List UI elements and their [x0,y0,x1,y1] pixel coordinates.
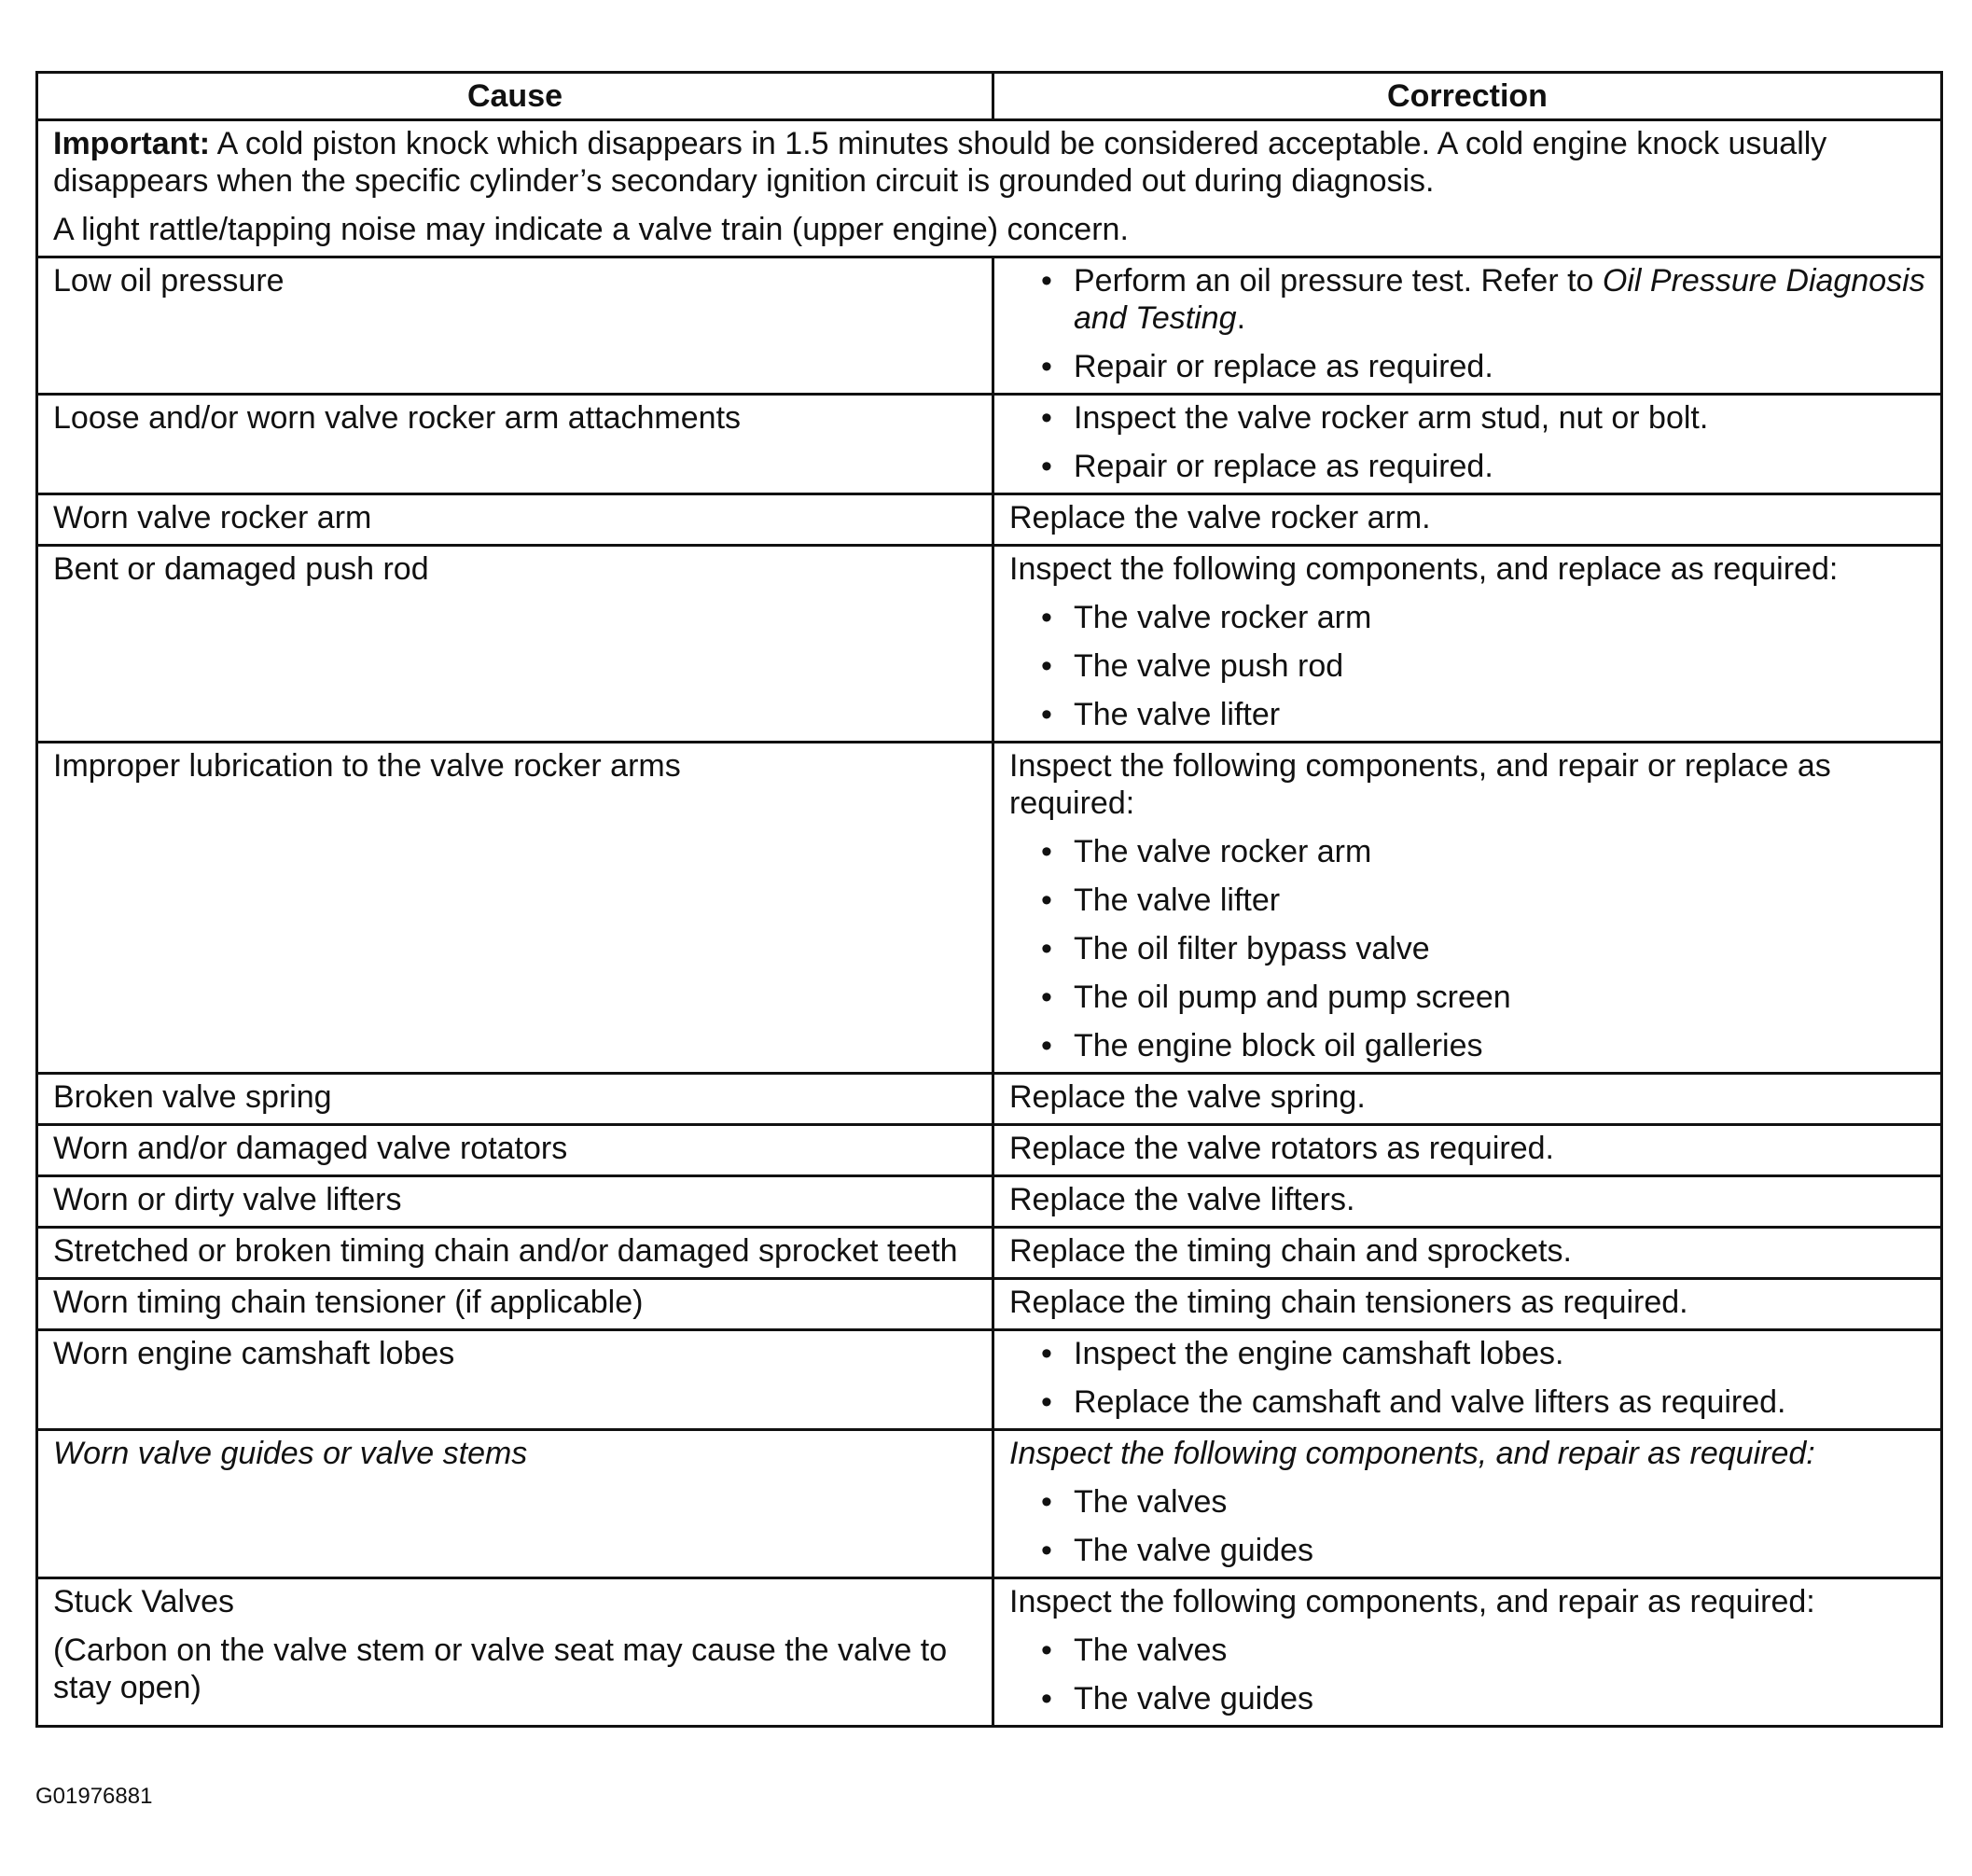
list-item [1009,262,1925,337]
list-item: • The oil filter bypass valve [1009,930,1925,967]
bullet-text: Perform an oil pressure test. Refer to [1074,263,1603,299]
correction-cell [993,1330,1942,1430]
table-row [37,494,1942,546]
table-row [37,395,1942,494]
correction-header: Correction [993,73,1942,120]
correction-cell: Replace the valve lifters. [993,1176,1942,1228]
cause-cell: Worn valve guides or valve stems [37,1430,993,1578]
correction-cell: Replace the valve spring. [993,1074,1942,1125]
correction-cell [993,395,1942,494]
list-item: • The valve guides [1009,1532,1925,1569]
table-row [37,1330,1942,1430]
correction-cell: Replace the valve rotators as required. [993,1125,1942,1176]
note-paragraph-1 [53,125,1925,200]
correction-cell [993,1578,1942,1727]
table-row [37,1430,1942,1578]
table-row [37,1578,1942,1727]
cause-note: (Carbon on the valve stem or valve seat may cause the valve to stay open) [53,1633,948,1705]
note-paragraph-2: A light rattle/tapping noise may indicate a valve train (upper engine) concern. [53,212,1129,247]
cause-cell: Worn engine camshaft lobes [37,1330,993,1430]
list-item: • Repair or replace as required. [1009,448,1925,485]
table-row [37,743,1942,1074]
list-item: • The oil pump and pump screen [1009,979,1925,1016]
table-row [37,1176,1942,1228]
cause-cell: Low oil pressure [37,257,993,395]
important-note-row [37,120,1942,257]
important-note [37,120,1942,257]
cause-cell: Worn or dirty valve lifters [37,1176,993,1228]
list-item: • The valve lifter [1009,882,1925,919]
cause-cell: Bent or damaged push rod [37,546,993,743]
table-row [37,1228,1942,1279]
table-row [37,257,1942,395]
important-text: A cold piston knock which disappears in 1.5 minutes should be considered acceptable. A cold engine knock usually disappears when the specific cylinder’s secondary ignition circuit is grounded out during diagnosis. [53,126,1827,199]
cause-cell: Worn timing chain tensioner (if applicable) [37,1279,993,1330]
correction-intro: Inspect the following components, and repair as required: [1009,1436,1815,1471]
correction-intro: Inspect the following components, and replace as required: [1009,551,1839,587]
table-row [37,1125,1942,1176]
list-item: • The valves [1009,1483,1925,1521]
cause-cell: Broken valve spring [37,1074,993,1125]
correction-list [1009,1335,1925,1421]
cause-cell: Worn valve rocker arm [37,494,993,546]
list-item: • The engine block oil galleries [1009,1027,1925,1064]
correction-list [1009,833,1925,1064]
correction-cell [993,257,1942,395]
table-row [37,1074,1942,1125]
correction-cell [993,1430,1942,1578]
reference-link-text: Oil Pressure Diagnosis and Testing [1074,263,1925,336]
list-item: • The valves [1009,1632,1925,1669]
cause-cell [37,1578,993,1727]
bullet-text-end: . [1236,300,1246,336]
correction-cell [993,743,1942,1074]
cause-header: Cause [37,73,993,120]
cause-cell: Worn and/or damaged valve rotators [37,1125,993,1176]
list-item: • Replace the camshaft and valve lifters as required. [1009,1383,1925,1421]
figure-id: G01976881 [35,1784,153,1809]
correction-list [1009,262,1925,385]
correction-cell: Replace the timing chain and sprockets. [993,1228,1942,1279]
correction-cell: Replace the valve rocker arm. [993,494,1942,546]
correction-intro: Inspect the following components, and repair or replace as required: [1009,748,1831,821]
table-row [37,1279,1942,1330]
table-row [37,546,1942,743]
correction-cell [993,546,1942,743]
list-item: • The valve rocker arm [1009,599,1925,636]
list-item: • Repair or replace as required. [1009,348,1925,385]
important-label: Important: [53,126,211,161]
diagnosis-table [35,71,1943,1728]
list-item: • The valve lifter [1009,696,1925,733]
list-item: • The valve push rod [1009,647,1925,685]
list-item: • The valve guides [1009,1680,1925,1717]
cause-cell: Loose and/or worn valve rocker arm attachments [37,395,993,494]
correction-list [1009,599,1925,733]
correction-intro: Inspect the following components, and repair as required: [1009,1584,1815,1619]
correction-cell: Replace the timing chain tensioners as required. [993,1279,1942,1330]
correction-list [1009,1632,1925,1717]
list-item: • Inspect the engine camshaft lobes. [1009,1335,1925,1372]
cause-cell: Improper lubrication to the valve rocker arms [37,743,993,1074]
correction-list [1009,399,1925,485]
header-row [37,73,1942,120]
cause-cell: Stretched or broken timing chain and/or damaged sprocket teeth [37,1228,993,1279]
correction-list [1009,1483,1925,1569]
cause-title: Stuck Valves [53,1584,235,1619]
list-item: • Inspect the valve rocker arm stud, nut or bolt. [1009,399,1925,437]
list-item: • The valve rocker arm [1009,833,1925,870]
